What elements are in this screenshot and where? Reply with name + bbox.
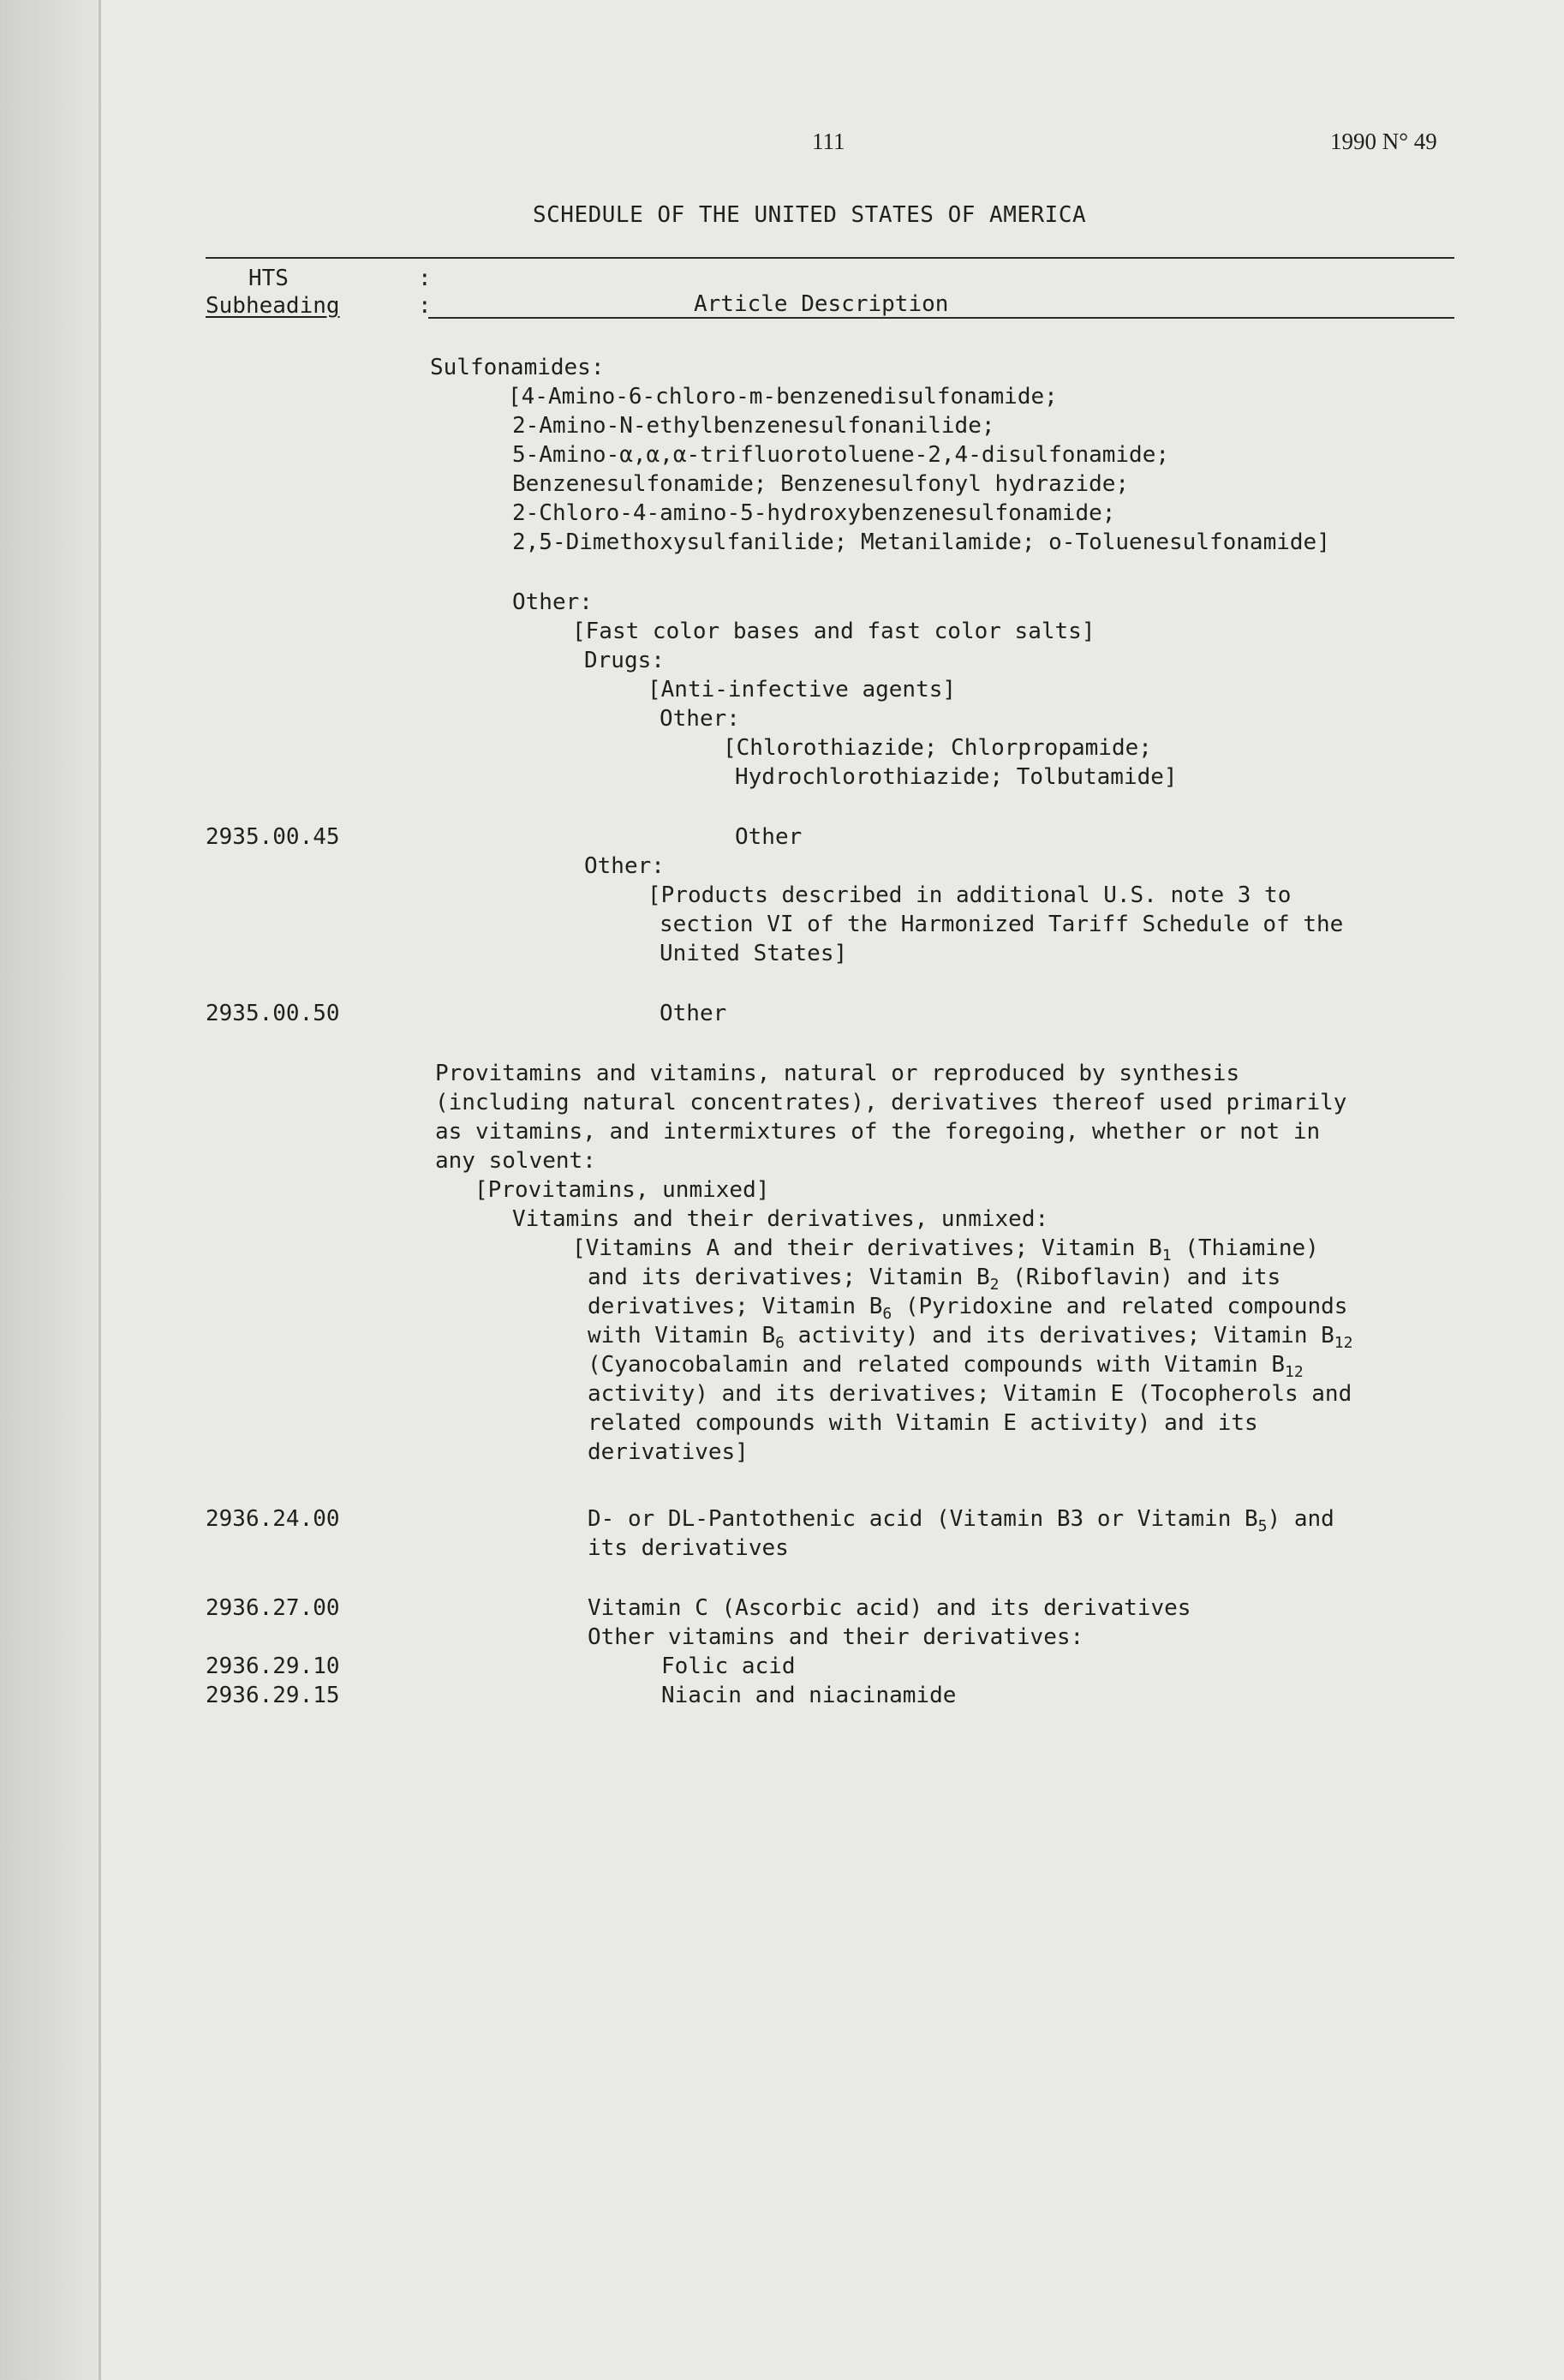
issue-number: 1990 N° 49 (1330, 129, 1437, 154)
description-line: Other: (512, 589, 593, 615)
column-header-subheading: Subheading (206, 293, 340, 319)
description-line: 2,5-Dimethoxysulfanilide; Metanilamide; o-Toluenesulfonamide] (512, 529, 1330, 555)
description-line: Other (735, 824, 803, 850)
description-line: its derivatives (588, 1535, 789, 1561)
description-line: Hydrochlorothiazide; Tolbutamide] (735, 764, 1178, 790)
description-line: [Products described in additional U.S. note 3 to (648, 882, 1292, 908)
header-rule-top (206, 257, 1454, 259)
description-line: Drugs: (584, 648, 665, 673)
description-line: Other: (660, 706, 740, 732)
schedule-title: SCHEDULE OF THE UNITED STATES OF AMERICA (533, 202, 1087, 228)
column-header-article-description: Article Description (694, 291, 949, 317)
description-line: as vitamins, and intermixtures of the foregoing, whether or not in (435, 1119, 1321, 1145)
description-line: derivatives] (588, 1439, 749, 1465)
description-line: D- or DL-Pantothenic acid (Vitamin B3 or Vitamin $B_5$) and (588, 1506, 1334, 1535)
description-line: 2-Amino-N-ethylbenzenesulfonanilide; (512, 413, 995, 439)
description-line: Other (660, 1001, 727, 1026)
hts-subheading-code: 2935.00.45 (206, 824, 340, 850)
column-header-hts: HTS (248, 266, 289, 291)
description-line: [4-Amino-6-chloro-m-benzenedisulfonamide; (508, 384, 1058, 410)
description-line: Other: (584, 853, 665, 879)
description-line: Vitamin C (Ascorbic acid) and its derivatives (588, 1595, 1191, 1621)
description-line: activity) and its derivatives; Vitamin E (Tocopherols and (588, 1381, 1352, 1407)
description-line: [Fast color bases and fast color salts] (572, 619, 1095, 644)
description-line: Niacin and niacinamide (661, 1683, 957, 1708)
description-line: (including natural concentrates), derivatives thereof used primarily (435, 1090, 1347, 1115)
description-line: with Vitamin $B_6$ activity) and its derivatives; Vitamin $B_{12}$ (588, 1323, 1353, 1352)
description-line: 2-Chloro-4-amino-5-hydroxybenzenesulfonamide; (512, 500, 1116, 526)
description-line: [Anti-infective agents] (648, 677, 957, 703)
description-line: [Provitamins, unmixed] (475, 1177, 770, 1203)
description-line: derivatives; Vitamin $B_6$ (Pyridoxine and related compounds (588, 1294, 1348, 1323)
page-number: 111 (812, 129, 845, 154)
hts-subheading-code: 2936.29.15 (206, 1683, 340, 1708)
description-line: Sulfonamides: (430, 355, 605, 380)
description-line: and its derivatives; Vitamin $B_2$ (Riboflavin) and its (588, 1265, 1281, 1294)
description-line: Vitamins and their derivatives, unmixed: (512, 1206, 1049, 1232)
hts-subheading-code: 2936.29.10 (206, 1653, 340, 1679)
description-line: United States] (660, 941, 848, 966)
description-line: related compounds with Vitamin E activity) and its (588, 1410, 1258, 1436)
binding-edge (0, 0, 101, 2380)
description-line: Provitamins and vitamins, natural or reproduced by synthesis (435, 1061, 1240, 1086)
description-line: any solvent: (435, 1148, 596, 1174)
description-line: (Cyanocobalamin and related compounds with Vitamin $B_{12}$ (588, 1352, 1304, 1381)
hts-subheading-code: 2935.00.50 (206, 1001, 340, 1026)
description-line: [Vitamins A and their derivatives; Vitamin $B_1$ (Thiamine) (572, 1235, 1319, 1265)
hts-subheading-code: 2936.27.00 (206, 1595, 340, 1621)
description-line: 5-Amino-α,α,α-trifluorotoluene-2,4-disulfonamide; (512, 442, 1170, 468)
hts-subheading-code: 2936.24.00 (206, 1506, 340, 1532)
description-line: Folic acid (661, 1653, 796, 1679)
description-line: [Chlorothiazide; Chlorpropamide; (723, 735, 1152, 761)
column-separator: : (418, 293, 432, 319)
header-rule-bottom (428, 317, 1454, 319)
description-line: Other vitamins and their derivatives: (588, 1624, 1084, 1650)
description-line: section VI of the Harmonized Tariff Schedule of the (660, 912, 1344, 937)
description-line: Benzenesulfonamide; Benzenesulfonyl hydrazide; (512, 471, 1130, 497)
column-separator: : (418, 266, 432, 291)
